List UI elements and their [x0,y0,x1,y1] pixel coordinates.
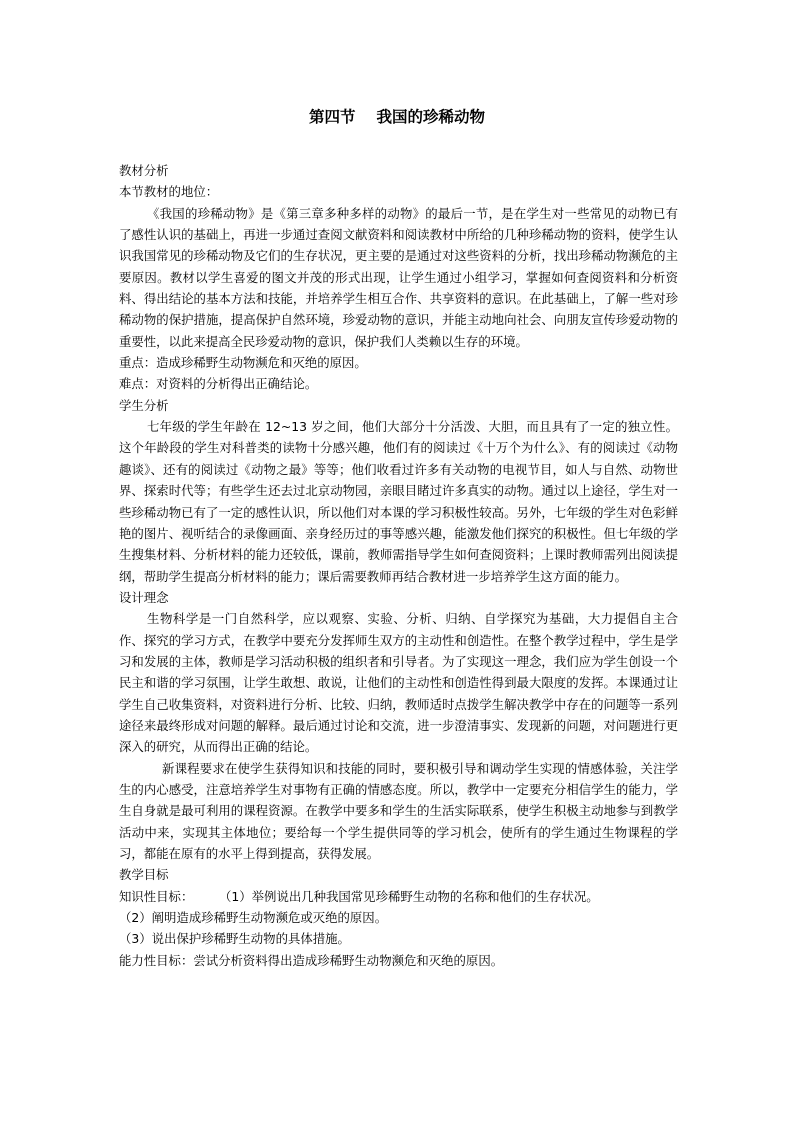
knowledge-goal-item: （2）阐明造成珍稀野生动物濒危或灭绝的原因。 [119,910,388,926]
design-concept-heading: 设计理念 [119,589,169,605]
knowledge-goal-item: （3）说出保护珍稀野生动物的具体措施。 [119,931,350,947]
ability-goal-row [119,950,678,971]
page-title: 第四节 我国的珍稀动物 [309,107,485,126]
material-position-paragraph: 《我国的珍稀动物》是《第三章多种多样的动物》的最后一节，是在学生对一些常见的动物已有了感性认识的基础上，再进一步通过查阅文献资料和阅读教材中所给的几种珍稀动物的资料，使学生认识我国常见的珍稀动物及它们的生存状况，更主要的是通过对这些资料的分析，找出珍稀动物濒危的主要原因。教材以学生喜爱的图文并茂的形式出现，让学生通过小组学习，掌握如何查阅资料和分析资料、得出结论的基本方法和技能，并培养学生相互合作、共享资料的意识。在此基础上，了解一些对珍稀动物的保护措施，提高保护自然环境，珍爱动物的意识，并能主动地向社会、向朋友宣传珍爱动物的重要性，以此来提高全民珍爱动物的意识，保护我们人类赖以生存的环境。 [119,205,678,349]
material-analysis-heading: 教材分析 [119,163,169,178]
knowledge-goal-row [119,886,678,907]
key-point: 重点：造成珍稀野生动物濒危和灭绝的原因。 [119,355,367,371]
design-concept-paragraph-1: 生物科学是一门自然科学，应以观察、实验、分析、归纳、自学探究为基础，大力提倡自主合作、探究的学习方式，在教学中要充分发挥师生双方的主动性和创造性。在整个教学过程中，学生是学习和发展的主体，教师是学习活动积极的组织者和引导者。为了实现这一理念，我们应为学生创设一个民主和谐的学习氛围，让学生敢想、敢说，让他们的主动性和创造性得到最大限度的发挥。本课通过让学生自己收集资料，对资料进行分析、比较、归纳，教师适时点拨学生解决教学中存在的问题等一系列途径来最终形成对问题的解释。最后通过讨论和交流，进一步澄清事实、发现新的问题，对问题进行更深入的研究，从而得出正确的结论。 [119,611,678,755]
knowledge-goal-label: 知识性目标： [119,888,194,904]
teaching-goals-heading: 教学目标 [119,867,169,883]
ability-goal-text: 尝试分析资料得出造成珍稀野生动物濒危和灭绝的原因。 [193,952,504,968]
document-body [119,160,678,971]
student-analysis-paragraph: 七年级的学生年龄在 12~13 岁之间，他们大部分十分活泼、大胆，而且具有了一定的独立性。这个年龄段的学生对科普类的读物十分感兴趣，他们有的阅读过《十万个为什么》、有的阅读过《动物趣谈》、还有的阅读过《动物之最》等等；他们收看过许多有关动物的电视节目，如人与自然、动物世界、探索时代等；有些学生还去过北京动物园，亲眼目睹过许多真实的动物。通过以上途径，学生对一些珍稀动物已有了一定的感性认识，所以他们对本课的学习积极性较高。另外，七年级的学生对色彩鲜艳的图片、视听结合的录像画面、亲身经历过的事等感兴趣，能激发他们探究的积极性。但七年级的学生搜集材料、分析材料的能力还较低，课前，教师需指导学生如何查阅资料；上课时教师需列出阅读提纲，帮助学生提高分析材料的能力；课后需要教师再结合教材进一步培养学生这方面的能力。 [119,419,678,584]
knowledge-goal-item: （1）举例说出几种我国常见珍稀野生动物的名称和他们的生存状况。 [219,888,599,904]
ability-goal-label: 能力性目标： [119,952,194,968]
student-analysis-heading: 学生分析 [119,397,169,413]
material-position-heading: 本节教材的地位： [119,184,219,200]
design-concept-paragraph-2: 新课程要求在使学生获得知识和技能的同时，要积极引导和调动学生实现的情感体验，关注学生的内心感受，注意培养学生对事物有正确的情感态度。所以，教学中一定要充分相信学生的能力，学生自身就是最可利用的课程资源。在教学中要多和学生的生活实际联系，使学生积极主动地参与到教学活动中来，实现其主体地位；要给每一个学生提供同等的学习机会，使所有的学生通过生物课程的学习，都能在原有的水平上得到提高，获得发展。 [119,760,678,861]
difficulty-point: 难点：对资料的分析得出正确结论。 [119,376,318,392]
